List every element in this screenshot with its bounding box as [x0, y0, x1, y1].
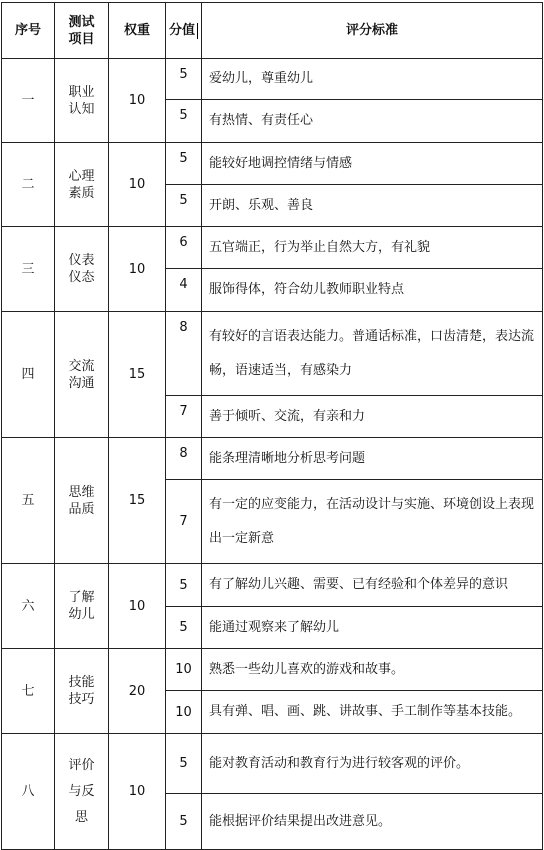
row-project — [55, 649, 109, 734]
header-project — [55, 3, 109, 59]
row-no: 八 — [2, 734, 55, 850]
table-row — [2, 312, 543, 396]
item-criteria: 有了解幼儿兴趣、需要、已有经验和个体差异的意识 — [202, 564, 543, 607]
row-project — [55, 564, 109, 649]
row-weight: 15 — [109, 438, 166, 564]
header-score — [166, 3, 202, 59]
table-row — [2, 734, 543, 794]
row-no: 三 — [2, 227, 55, 312]
item-criteria: 有热情、有责任心 — [202, 100, 543, 143]
row-weight: 10 — [109, 59, 166, 143]
item-score: 5 — [166, 564, 202, 607]
item-criteria: 能通过观察来了解幼儿 — [202, 607, 543, 649]
row-project — [55, 312, 109, 438]
header-weight: 权重 — [109, 3, 166, 59]
item-score: 5 — [166, 185, 202, 227]
row-weight: 10 — [109, 734, 166, 850]
table-row — [2, 227, 543, 269]
item-criteria: 能根据评价结果提出改进意见。 — [202, 794, 543, 850]
header-project-text: 测试 项目 — [68, 14, 95, 47]
item-score: 5 — [166, 59, 202, 100]
item-criteria: 熟悉一些幼儿喜欢的游戏和故事。 — [202, 649, 543, 691]
item-score: 4 — [166, 269, 202, 312]
item-score: 7 — [166, 480, 202, 564]
row-no: 二 — [2, 143, 55, 227]
item-criteria: 能较好地调控情绪与情感 — [202, 143, 543, 185]
item-criteria: 五官端正，行为举止自然大方，有礼貌 — [202, 227, 543, 269]
item-score: 10 — [166, 649, 202, 691]
row-project-text: 思维 品质 — [68, 484, 95, 517]
row-weight: 20 — [109, 649, 166, 734]
table-row — [2, 564, 543, 607]
item-criteria: 爱幼儿，尊重幼儿 — [202, 59, 543, 100]
row-project-text: 职业 认知 — [68, 84, 95, 117]
row-weight: 15 — [109, 312, 166, 438]
item-score: 5 — [166, 734, 202, 794]
item-score: 10 — [166, 691, 202, 734]
text-cursor — [197, 23, 198, 39]
row-weight: 10 — [109, 564, 166, 649]
item-score: 7 — [166, 396, 202, 438]
row-project-text: 交流 沟通 — [68, 358, 95, 391]
item-score: 6 — [166, 227, 202, 269]
scoring-table — [1, 2, 543, 850]
header-no: 序号 — [2, 3, 55, 59]
item-score: 5 — [166, 794, 202, 850]
item-criteria: 能条理清晰地分析思考问题 — [202, 438, 543, 480]
item-criteria: 能对教育活动和教育行为进行较客观的评价。 — [202, 734, 543, 794]
row-no: 一 — [2, 59, 55, 143]
row-project-text: 评价 与反 思 — [68, 757, 95, 825]
header-row — [2, 3, 543, 59]
row-project-text: 了解 幼儿 — [68, 590, 95, 622]
row-project — [55, 734, 109, 850]
item-criteria: 服饰得体，符合幼儿教师职业特点 — [202, 269, 543, 312]
row-project — [55, 438, 109, 564]
row-project-text: 心理 素质 — [68, 168, 95, 201]
row-project-text: 技能 技巧 — [68, 675, 95, 707]
row-no: 六 — [2, 564, 55, 649]
item-criteria: 具有弹、唱、画、跳、讲故事、手工制作等基本技能。 — [202, 691, 543, 734]
row-no: 七 — [2, 649, 55, 734]
row-project-text: 仪表 仪态 — [68, 253, 95, 285]
row-no: 四 — [2, 312, 55, 438]
item-score: 8 — [166, 312, 202, 396]
item-score: 5 — [166, 100, 202, 143]
header-score-text: 分值 — [168, 23, 195, 38]
item-score: 8 — [166, 438, 202, 480]
header-criteria: 评分标准 — [202, 3, 543, 59]
row-project — [55, 59, 109, 143]
table-row — [2, 438, 543, 480]
row-project — [55, 227, 109, 312]
item-score: 5 — [166, 143, 202, 185]
row-project — [55, 143, 109, 227]
item-criteria: 有一定的应变能力，在活动设计与实施、环境创设上表现出一定新意 — [202, 480, 543, 564]
item-criteria: 善于倾听、交流，有亲和力 — [202, 396, 543, 438]
row-weight: 10 — [109, 227, 166, 312]
item-criteria: 有较好的言语表达能力。普通话标准，口齿清楚，表达流畅，语速适当，有感染力 — [202, 312, 543, 396]
item-score: 5 — [166, 607, 202, 649]
item-criteria: 开朗、乐观、善良 — [202, 185, 543, 227]
row-no: 五 — [2, 438, 55, 564]
table-row — [2, 59, 543, 100]
table-row — [2, 649, 543, 691]
row-weight: 10 — [109, 143, 166, 227]
table-row — [2, 143, 543, 185]
